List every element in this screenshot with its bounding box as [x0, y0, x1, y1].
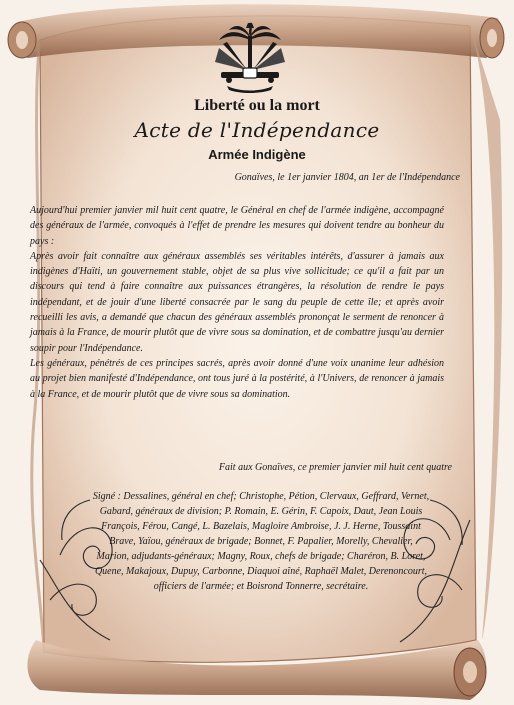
act-title: Acte de l'Indépendance [134, 118, 380, 142]
paragraph-1: Aujourd'hui premier janvier mil huit cent quatre, le Général en chef de l'armée indigène, accompagné des généraux de l'armée, convoqués à l'effet de prendre les mesures qui doivent tendre au bonheur du pays : [30, 205, 444, 247]
dateline: Gonaïves, le 1er janvier 1804, an 1er de l'Indépendance [234, 172, 460, 183]
paragraph-3: Les généraux, pénétrés de ces principes sacrés, après avoir donné d'une voix unanime leur adhésion au projet bien manifesté d'Indépendance, ont tous juré à la postérité, à l'Univers, de renoncer à jamais à la France, et de mourir plutôt que de vivre sous sa domination. [30, 357, 444, 400]
paragraph-2: Après avoir fait connaître aux généraux assemblés ses véritables intérêts, d'assurer à jamais aux indigènes d'Haïti, un gouvernement stable, objet de sa plus vive sollicitude; ce qu'il a fait par un discours qui tend à faire connaître aux puissances étrangères, la résolution de rendre le pays indépendant, et de jouir d'une liberté consacrée par le sang du peuple de cette île; et après avoir recueilli les avis, a demandé que chacun des généraux assemblés prononçat le serment de renoncer à jamais à la France, de mourir plutôt que de vivre sous sa domination, et de combattre jusqu'au dernier soupir pour l'Indépendance. [30, 250, 444, 354]
act-body [30, 203, 444, 402]
closing-line: Fait aux Gonaïves, ce premier janvier mil huit cent quatre [218, 462, 452, 473]
coat-of-arms-icon [205, 22, 295, 94]
army-heading: Armée Indigène [208, 147, 306, 162]
motto-heading: Liberté ou la mort [194, 97, 320, 114]
signatures-block: Signé : Dessalines, général en chef; Christophe, Pétion, Clervaux, Geffrard, Vernet, Gabard, généraux de division; P. Romain, E. Gérin, F. Capoix, Daut, Jean Louis François, Férou, Cangé, L. Bazelais, Magloire Ambroise, J. J. Herne, Toussaint Brave, Yaïou, généraux de brigade; Bonnet, F. Papalier, Morelly, Chevalier, Marion, adjudants-généraux; Magny, Roux, chefs de brigade; Charéron, B. Loret, Quene, Makajoux, Dupuy, Carbonne, Diaquoi aîné, Raphaël Malet, Derenoncourt, officiers de l'armée; et Boisrond Tonnerre, secrétaire. [92, 491, 430, 592]
